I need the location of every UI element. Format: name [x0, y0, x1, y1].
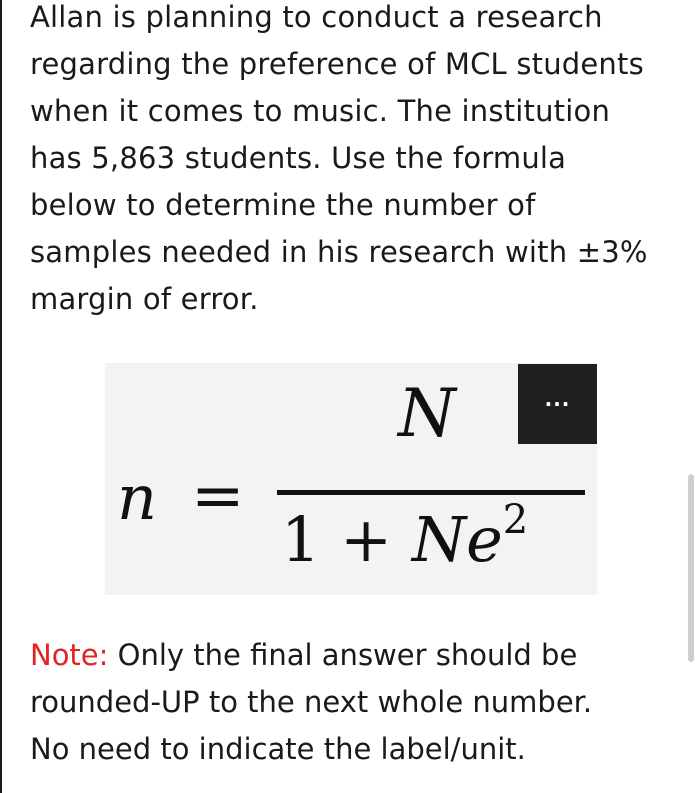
question-text: [30, 0, 680, 323]
question-line: Allan is planning to conduct a research: [30, 0, 603, 34]
question-line: margin of error.: [30, 282, 259, 316]
formula-numerator: N: [398, 375, 456, 452]
formula-lhs: n: [117, 461, 157, 534]
note-line-rest: Only the final answer should be: [108, 638, 578, 672]
note-line: [30, 632, 680, 679]
vertical-scrollbar[interactable]: [688, 474, 694, 662]
formula-denominator: [281, 497, 529, 576]
fraction-bar: [277, 490, 585, 495]
question-line: samples needed in his research with ±3%: [30, 235, 648, 269]
question-line: has 5,863 students. Use the formula: [30, 141, 567, 175]
denominator-prefix: 1 +: [281, 503, 412, 576]
note-line: rounded-UP to the next whole number.: [30, 685, 593, 719]
question-line: regarding the preference of MCL students: [30, 47, 644, 81]
formula-equals: =: [191, 459, 245, 533]
note-line: No need to indicate the label/unit.: [30, 732, 526, 766]
question-line: below to determine the number of: [30, 188, 536, 222]
note-text: [30, 632, 680, 773]
more-options-button[interactable]: ...: [518, 364, 597, 444]
denominator-exponent: 2: [502, 497, 529, 544]
note-label: Note:: [30, 638, 109, 672]
question-line: when it comes to music. The institution: [30, 94, 611, 128]
denominator-variable: Ne: [411, 503, 503, 576]
